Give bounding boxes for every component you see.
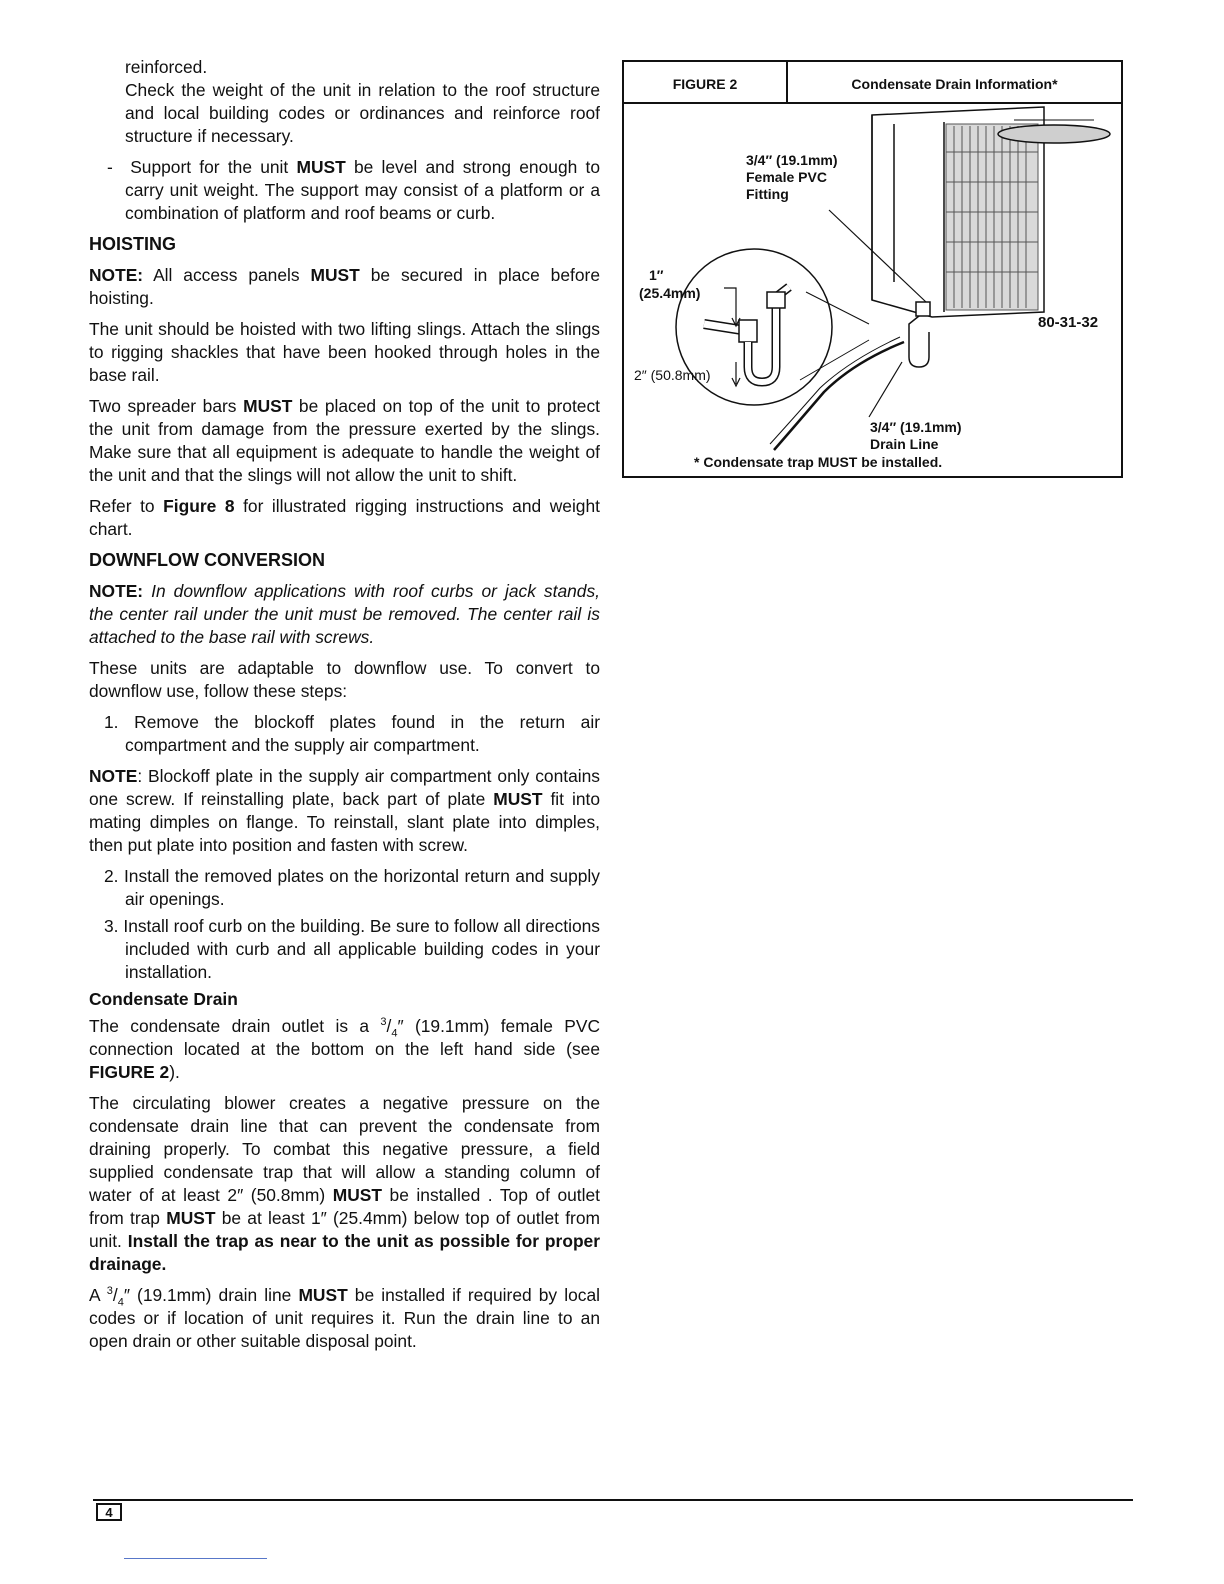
condensate-p3-must: MUST xyxy=(298,1285,348,1305)
hoisting-p2-b: be placed on top of the unit to protect the unit from damage from the pressure exerted by the slings. Make sure that all equipment is adequate to handle the weight of the unit and that the slings will not allow the unit to shift. xyxy=(89,396,600,485)
downflow-heading: DOWNFLOW CONVERSION xyxy=(89,550,325,570)
label-drain-line: Drain Line xyxy=(870,436,939,452)
condensate-p3-a: A xyxy=(89,1285,107,1305)
step-1-number: 1. xyxy=(104,712,119,732)
step-3 xyxy=(89,915,600,984)
figure-footnote: * Condensate trap MUST be installed. xyxy=(694,454,943,470)
step-1 xyxy=(89,711,600,757)
label-1-inch-mm: (25.4mm) xyxy=(639,285,701,301)
bullet-dash: - xyxy=(107,157,113,177)
label-2-inch: 2″ (50.8mm) xyxy=(634,367,711,383)
label-1-inch: 1″ xyxy=(649,267,664,283)
hoisting-note-must: MUST xyxy=(310,265,360,285)
downflow-note-2 xyxy=(89,765,600,857)
label-fitting-size: 3/4″ (19.1mm) xyxy=(746,152,838,168)
hoisting-p2-a: Two spreader bars xyxy=(89,396,244,416)
text-column xyxy=(89,56,600,1361)
condensate-p2-b: be installed . Top of outlet from trap xyxy=(89,1185,600,1228)
fraction-denominator: 4 xyxy=(117,1296,124,1309)
condensate-p2-bold: Install the trap as near to the unit as possible for proper drainage. xyxy=(89,1231,601,1274)
downflow-paragraph-1: These units are adaptable to downflow use. To convert to downflow use, follow these steps: xyxy=(89,658,600,701)
figure-8-reference: Figure 8 xyxy=(163,496,235,516)
condensate-drain-illustration xyxy=(624,62,1121,476)
part-number: 80-31-32 xyxy=(1038,314,1099,331)
fraction-numerator: 3 xyxy=(380,1016,387,1029)
figure-2-reference: FIGURE 2 xyxy=(89,1062,170,1082)
downflow-note-label: NOTE: xyxy=(89,581,144,601)
label-drain-size: 3/4″ (19.1mm) xyxy=(870,419,962,435)
condensate-paragraph-1: The condensate drain outlet is a $^3/_4''$ (19.1mm) female PVC connection located at the bottom on the left hand side (see FIGURE 2). xyxy=(89,1016,600,1082)
label-fitting-type: Female PVC xyxy=(746,169,827,185)
hoisting-note-b: be secured in place before hoisting. xyxy=(89,265,600,308)
bottom-link-underline xyxy=(124,1558,267,1559)
step-3-text: Install roof curb on the building. Be sure to follow all directions included with curb and all applicable building codes in your installation. xyxy=(123,916,600,982)
fraction-denominator: 4 xyxy=(391,1027,398,1040)
downflow-note-text: In downflow applications with roof curbs or jack stands, the center rail under the unit must be removed. The center rail is attached to the base rail with screws. xyxy=(89,581,600,647)
downflow-note2-must: MUST xyxy=(493,789,543,809)
hoisting-heading: HOISTING xyxy=(89,234,177,254)
step-2 xyxy=(89,865,600,911)
condensate-p1-c: ). xyxy=(169,1062,180,1082)
bullet-support-must: MUST xyxy=(296,157,346,177)
hoisting-note-a: All access panels xyxy=(143,265,311,285)
leader-drain xyxy=(869,362,902,417)
hoisting-p2-must: MUST xyxy=(243,396,293,416)
condensate-paragraph-2 xyxy=(89,1092,600,1276)
step-1-text: Remove the blockoff plates found in the return air compartment and the supply air compartment. xyxy=(125,712,600,755)
hoisting-p3-a: Refer to xyxy=(89,496,164,516)
downflow-note2-a: : Blockoff plate in the supply air compartment only contains one screw. If reinstalling plate, back part of plate xyxy=(89,766,600,809)
figure-number: FIGURE 2 xyxy=(624,62,788,102)
figure-2 xyxy=(622,60,1123,478)
condensate-p1-b: ″ (19.1mm) female PVC connection located at the bottom on the left hand side (see xyxy=(89,1016,600,1059)
fan-top-icon xyxy=(998,125,1110,143)
hoisting-paragraph-1: The unit should be hoisted with two lifting slings. Attach the slings to rigging shackles that have been hooked through holes in the base rail. xyxy=(89,319,600,385)
downflow-note xyxy=(89,580,600,649)
condensate-p1-a: The condensate drain outlet is a xyxy=(89,1016,381,1036)
figure-title: Condensate Drain Information* xyxy=(851,76,1058,92)
footer-rule xyxy=(93,1499,1133,1501)
condensate-p3-c: be installed if required by local codes or if location of unit requires it. Run the drain line to an open drain or other suitable disposal point. xyxy=(89,1285,600,1351)
bullet-support-b: be level and strong enough to carry unit weight. The support may consist of a platform or a combination of platform and roof beams or curb. xyxy=(125,157,600,223)
hoisting-paragraph-3 xyxy=(89,495,600,541)
downflow-note2-b: fit into mating dimples on flange. To reinstall, slant plate into dimples, then put plate into position and fasten with screw. xyxy=(89,789,600,855)
condensate-p2-must-2: MUST xyxy=(166,1208,216,1228)
hoisting-p3-b: for illustrated rigging instructions and weight chart. xyxy=(89,496,600,539)
step-2-number: 2. xyxy=(104,866,119,886)
downflow-note2-label: NOTE xyxy=(89,766,138,786)
condensate-p2-a: The circulating blower creates a negative pressure on the condensate drain line that can prevent the condensate from draining properly. To combat this negative pressure, a field supplied condensate trap that will allow a standing column of water of at least 2″ (50.8mm) xyxy=(89,1093,600,1205)
bullet-support-a: Support for the unit xyxy=(130,157,297,177)
step-3-number: 3. xyxy=(104,916,119,936)
label-fitting-word: Fitting xyxy=(746,186,789,202)
fraction-numerator: 3 xyxy=(106,1285,113,1298)
condensate-paragraph-3: A $^3/_4''$ (19.1mm) drain line MUST be installed if required by local codes or if location of unit requires it. Run the drain line to an open drain or other suitable disposal point. xyxy=(89,1285,600,1351)
step-2-text: Install the removed plates on the horizontal return and supply air openings. xyxy=(123,866,600,909)
page-number: 4 xyxy=(96,1503,122,1521)
hoisting-paragraph-2 xyxy=(89,395,600,487)
paragraph-check-weight: Check the weight of the unit in relation to the roof structure and local building codes or ordinances and reinforce roof structure if necessary. xyxy=(125,80,600,146)
condensate-p3-b: ″ (19.1mm) drain line xyxy=(123,1285,299,1305)
condensate-p2-must-1: MUST xyxy=(332,1185,383,1205)
hoisting-note-label: NOTE: xyxy=(89,265,144,285)
paragraph-reinforced: reinforced. xyxy=(125,57,208,77)
bullet-support xyxy=(89,156,600,225)
condensate-heading: Condensate Drain xyxy=(89,989,238,1009)
condensate-p2-c: be at least 1″ (25.4mm) below top of outlet from unit. xyxy=(89,1208,600,1251)
condenser-coil-grille xyxy=(946,124,1038,310)
hoisting-note xyxy=(89,264,600,310)
